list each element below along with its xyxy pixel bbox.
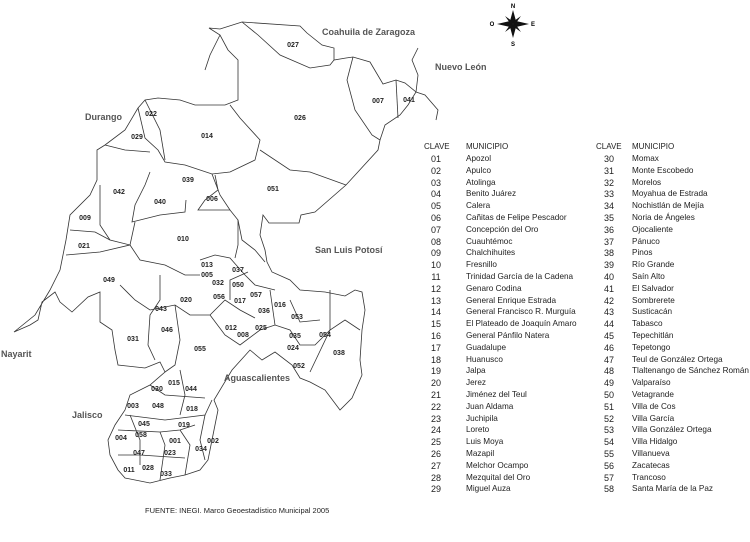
legend-municipio: Noria de Ángeles	[632, 213, 695, 222]
legend-municipio: Tepechitlán	[632, 331, 674, 340]
legend-clave: 48	[603, 366, 614, 377]
legend-clave: 07	[430, 224, 441, 235]
state-label-durango: Durango	[85, 112, 122, 122]
legend-clave: 11	[431, 272, 441, 282]
legend-clave: 14	[430, 307, 441, 318]
legend-clave: 24	[430, 425, 441, 436]
legend-municipio: Jalpa	[466, 366, 486, 376]
legend-municipio: Loreto	[466, 425, 490, 435]
municipality-code-052: 052	[293, 363, 305, 370]
legend-municipio: Villa González Ortega	[632, 425, 712, 435]
legend-municipio: Moyahua de Estrada	[632, 189, 708, 199]
municipality-code-017: 017	[234, 298, 246, 305]
legend-municipio: Río Grande	[632, 260, 675, 270]
municipality-code-038: 038	[333, 350, 345, 357]
municipality-code-035: 035	[289, 333, 301, 340]
legend-clave: 39	[603, 260, 614, 271]
municipality-code-015: 015	[168, 380, 180, 387]
municipality-code-016: 016	[274, 302, 286, 309]
legend-clave: 46	[603, 342, 614, 353]
municipality-code-029: 029	[131, 134, 143, 141]
state-label-nuevo-leon: Nuevo León	[435, 62, 487, 72]
state-label-aguascalientes: Aguascalientes	[224, 373, 291, 383]
legend-clave: 53	[603, 425, 614, 436]
legend-municipio: Tlaltenango de Sánchez Román	[632, 366, 749, 376]
municipality-code-012: 012	[225, 325, 237, 332]
legend-municipio: Villa de Cos	[632, 401, 676, 411]
legend-municipio: Apulco	[466, 165, 492, 175]
legend-municipio: Villanueva	[632, 449, 670, 458]
legend-municipio: Ojocaliente	[632, 224, 673, 234]
municipality-code-045: 045	[138, 421, 150, 428]
legend-clave: 06	[430, 213, 441, 223]
municipality-code-026: 026	[294, 115, 306, 122]
state-label-san-luis-potosi: San Luis Potosí	[315, 245, 383, 255]
legend-clave: 09	[430, 248, 441, 259]
legend-clave: 03	[430, 177, 441, 188]
legend-clave: 47	[603, 354, 614, 365]
legend-municipio: Genaro Codina	[466, 283, 522, 293]
legend-municipio: Trinidad García de la Cadena	[466, 272, 574, 281]
legend-municipio: Morelos	[632, 177, 662, 187]
legend-clave: 02	[430, 165, 441, 176]
municipality-code-008: 008	[237, 332, 249, 339]
municipality-code-025: 025	[255, 325, 267, 332]
legend-municipio: Monte Escobedo	[632, 165, 694, 175]
legend-municipio: Calera	[466, 201, 491, 211]
municipality-code-032: 032	[212, 280, 224, 287]
legend-municipio: General Francisco R. Murguía	[466, 307, 576, 317]
legend-municipio: Tepetongo	[632, 342, 671, 352]
municipality-code-004: 004	[115, 435, 127, 442]
legend-clave: 08	[430, 236, 441, 247]
compass-west: O	[489, 22, 495, 28]
legend-clave: 56	[603, 460, 614, 471]
legend-municipio: Villa García	[632, 413, 675, 423]
legend-clave: 17	[430, 342, 441, 353]
municipality-code-005: 005	[201, 272, 213, 279]
municipality-code-056: 056	[213, 294, 225, 301]
legend-clave-header-1: CLAVE	[424, 142, 450, 151]
legend-municipio: Susticacán	[632, 307, 673, 317]
municipality-code-046: 046	[161, 327, 173, 334]
legend-municipio: Villa Hidalgo	[632, 437, 678, 447]
legend-clave: 40	[603, 272, 614, 282]
state-label-nayarit: Nayarit	[1, 349, 32, 359]
legend-municipio: Melchor Ocampo	[466, 460, 529, 470]
municipality-code-006: 006	[206, 196, 218, 203]
legend-municipio: General Enrique Estrada	[466, 295, 557, 305]
legend-clave: 57	[603, 472, 614, 483]
municipality-code-043: 043	[155, 306, 167, 313]
legend-clave: 55	[603, 449, 614, 459]
legend-municipio: Trancoso	[632, 472, 666, 482]
legend-clave: 18	[430, 354, 441, 365]
legend-municipio: Cuauhtémoc	[466, 236, 513, 246]
municipality-code-057: 057	[250, 292, 262, 299]
state-label-coahuila: Coahuila de Zaragoza	[322, 27, 416, 37]
legend-municipio: Guadalupe	[466, 342, 507, 352]
legend-clave: 54	[603, 437, 614, 448]
municipality-code-051: 051	[267, 186, 279, 193]
municipality-code-033: 033	[160, 471, 172, 478]
legend-municipio-header-1: MUNICIPIO	[466, 142, 509, 151]
legend-municipio: Sombrerete	[632, 295, 675, 305]
municipality-code-020: 020	[180, 297, 192, 304]
legend-municipio: Mezquital del Oro	[466, 472, 531, 482]
legend-municipio: General Pánfilo Natera	[466, 331, 550, 340]
municipality-code-002: 002	[207, 438, 219, 445]
municipality-code-044: 044	[185, 386, 197, 393]
legend-municipio: Nochistlán de Mejía	[632, 201, 704, 211]
legend-clave: 49	[603, 378, 614, 389]
municipality-code-024: 024	[287, 345, 299, 352]
legend-municipio: Miguel Auza	[466, 484, 511, 494]
municipality-code-041: 041	[403, 97, 415, 104]
municipality-code-027: 027	[287, 42, 299, 49]
legend-municipio: Fresnillo	[466, 260, 497, 270]
legend-clave-header-2: CLAVE	[596, 142, 622, 151]
legend-clave: 13	[430, 295, 441, 306]
municipality-code-013: 013	[201, 262, 213, 269]
legend-municipio: Santa María de la Paz	[632, 484, 714, 494]
legend-clave: 15	[430, 319, 441, 330]
legend-municipio: Concepción del Oro	[466, 224, 539, 234]
municipality-code-022: 022	[145, 111, 157, 118]
legend-clave: 42	[603, 295, 614, 306]
legend-municipio: El Plateado de Joaquín Amaro	[466, 319, 577, 329]
legend-municipio: Vetagrande	[632, 390, 674, 399]
legend-municipio: Mazapil	[466, 449, 495, 458]
municipality-code-049: 049	[103, 277, 115, 284]
compass-east: E	[530, 22, 536, 28]
legend-clave: 30	[603, 154, 614, 164]
legend-municipio: Valparaíso	[632, 378, 671, 388]
municipality-code-023: 023	[164, 450, 176, 457]
legend-municipio: Benito Juárez	[466, 189, 517, 199]
legend-clave: 23	[430, 413, 441, 424]
municipality-code-040: 040	[154, 199, 166, 206]
municipality-code-018: 018	[186, 406, 198, 413]
legend-clave: 37	[603, 236, 614, 247]
legend-clave: 05	[430, 201, 441, 212]
municipality-code-058: 058	[135, 432, 147, 439]
municipality-code-001: 001	[169, 438, 181, 445]
municipality-code-042: 042	[113, 189, 125, 196]
legend-municipio: El Salvador	[632, 283, 674, 293]
legend-municipio: Juan Aldama	[466, 401, 514, 411]
municipality-code-021: 021	[78, 243, 90, 250]
legend-clave: 27	[430, 460, 441, 471]
legend-clave: 16	[430, 331, 441, 341]
municipality-code-050: 050	[232, 282, 244, 289]
legend-clave: 52	[603, 413, 614, 424]
legend-clave: 12	[430, 283, 441, 294]
municipality-code-048: 048	[152, 403, 164, 410]
legend-clave: 29	[430, 484, 441, 495]
legend-municipio: Cañitas de Felipe Pescador	[466, 213, 567, 222]
compass-north: N	[510, 4, 516, 10]
legend-clave: 04	[430, 189, 441, 200]
municipality-code-003: 003	[127, 403, 139, 410]
legend-municipio: Apozol	[466, 154, 492, 163]
legend-municipio: Atolinga	[466, 177, 496, 187]
municipality-code-007: 007	[372, 98, 384, 105]
municipality-code-053: 053	[291, 314, 303, 321]
municipality-code-010: 010	[177, 236, 189, 243]
municipality-code-028: 028	[142, 465, 154, 472]
municipality-code-037: 037	[232, 267, 244, 274]
legend-clave: 58	[603, 484, 614, 495]
municipality-code-011: 011	[123, 467, 135, 474]
municipality-code-030: 030	[151, 386, 163, 393]
municipality-code-039: 039	[182, 177, 194, 184]
legend-clave: 25	[430, 437, 441, 448]
legend-clave: 36	[603, 224, 614, 235]
legend-clave: 10	[430, 260, 441, 271]
legend-clave: 31	[603, 165, 614, 176]
legend-municipio: Pánuco	[632, 236, 660, 246]
legend-municipio: Momax	[632, 154, 659, 163]
legend-clave: 34	[603, 201, 614, 212]
legend-clave: 21	[430, 390, 441, 400]
legend-clave: 01	[430, 154, 441, 164]
legend-clave: 45	[603, 331, 614, 341]
legend-municipio: Chalchihuites	[466, 248, 516, 258]
legend-clave: 28	[430, 472, 441, 483]
legend-municipio: Jerez	[466, 378, 487, 388]
legend-clave: 26	[430, 449, 441, 459]
municipality-code-047: 047	[133, 450, 145, 457]
state-label-jalisco: Jalisco	[72, 410, 103, 420]
municipality-code-055: 055	[194, 346, 206, 353]
legend-municipio: Zacatecas	[632, 460, 670, 470]
municipality-code-054: 054	[319, 332, 331, 339]
legend-clave: 22	[430, 401, 441, 412]
legend-clave: 50	[603, 390, 614, 400]
legend-clave: 19	[430, 366, 441, 377]
legend-municipio: Pinos	[632, 248, 653, 258]
legend-municipio: Juchipila	[466, 413, 498, 423]
municipality-code-014: 014	[201, 133, 213, 140]
municipality-code-009: 009	[79, 215, 91, 222]
source-footer: FUENTE: INEGI. Marco Geoestadístico Municipal 2005	[145, 506, 330, 515]
legend-municipio: Saín Alto	[632, 272, 665, 281]
legend-municipio: Luis Moya	[466, 437, 504, 447]
legend-clave: 33	[603, 189, 614, 200]
legend-clave: 44	[603, 319, 614, 330]
municipality-code-019: 019	[178, 422, 190, 429]
municipality-code-036: 036	[258, 308, 270, 315]
legend-municipio: Tabasco	[632, 319, 663, 329]
legend-clave: 35	[603, 213, 614, 223]
legend-municipio-header-2: MUNICIPIO	[632, 142, 675, 151]
legend-clave: 38	[603, 248, 614, 259]
municipality-code-031: 031	[127, 336, 139, 343]
legend-clave: 41	[603, 283, 614, 294]
legend-clave: 43	[603, 307, 614, 318]
municipality-code-034: 034	[195, 446, 207, 453]
legend-municipio: Teul de González Ortega	[632, 354, 723, 364]
compass-south: S	[510, 42, 516, 48]
legend-clave: 51	[603, 401, 614, 412]
legend-clave: 32	[603, 177, 614, 188]
legend-municipio: Huanusco	[466, 354, 503, 364]
legend-municipio: Jiménez del Teul	[466, 390, 527, 399]
legend-clave: 20	[430, 378, 441, 389]
